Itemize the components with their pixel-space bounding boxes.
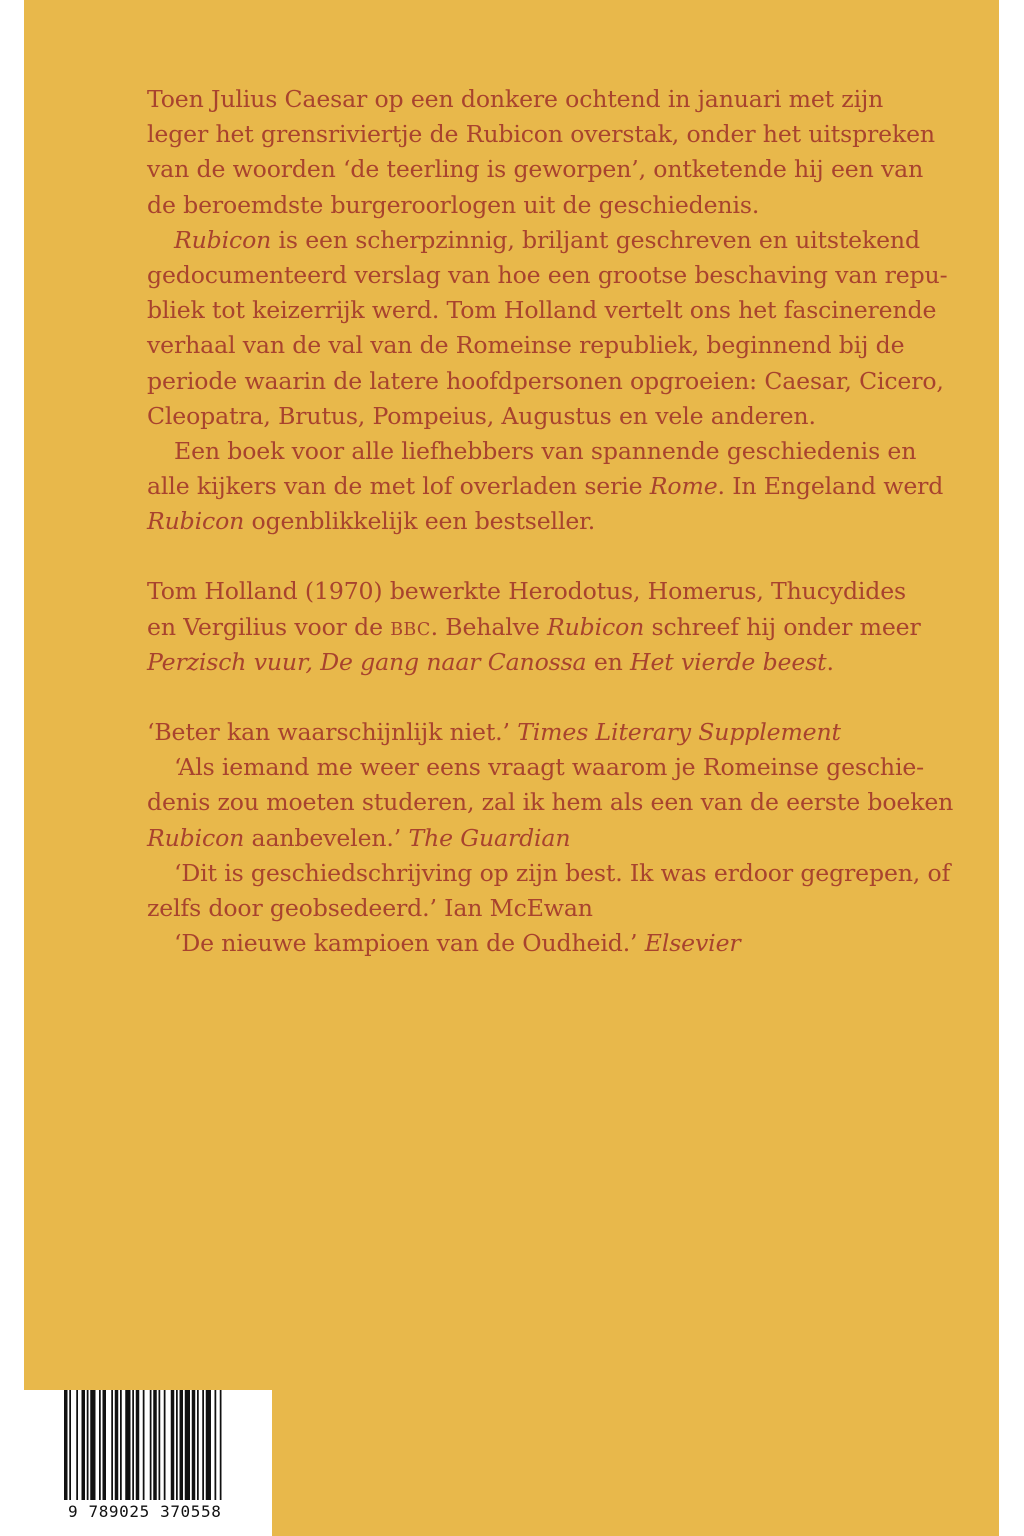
broadcaster-name: BBC <box>390 619 431 640</box>
barcode-bar <box>197 1390 199 1500</box>
barcode-bar <box>153 1390 157 1500</box>
quote-line: ‘Als iemand me weer eens vraagt waarom je Romeinse geschie- <box>174 753 924 782</box>
back-cover-text <box>147 82 954 961</box>
text-line: Toen Julius Caesar op een donkere ochtend in januari met zijn <box>147 85 884 113</box>
barcode-bar <box>125 1390 130 1500</box>
text-line: Een boek voor alle liefhebbers van spannende geschiedenis en <box>174 436 917 465</box>
barcode-bar <box>192 1390 196 1500</box>
text-fragment: . <box>826 647 834 676</box>
barcode-bar <box>220 1390 222 1500</box>
text-fragment: en Vergilius voor de <box>147 612 391 641</box>
barcode-bar <box>171 1390 175 1500</box>
author-bio <box>147 574 921 680</box>
barcode-bar <box>115 1390 119 1500</box>
text-line <box>147 469 944 504</box>
book-titles: Perzisch vuur, De gang naar Canossa <box>147 647 587 676</box>
text-line: Tom Holland (1970) bewerkte Herodotus, Homerus, Thucydides <box>147 577 907 606</box>
text-fragment: ogenblikkelijk een bestseller. <box>244 507 596 536</box>
barcode-bar <box>99 1390 101 1500</box>
quote-line: zelfs door geobsedeerd.’ Ian McEwan <box>147 893 593 922</box>
quote-text: ‘De nieuwe kampioen van de Oudheid.’ <box>174 929 645 958</box>
quote-text: ‘Beter kan waarschijnlijk niet.’ <box>147 718 518 746</box>
barcode-bar <box>150 1390 152 1500</box>
text-line <box>147 610 921 645</box>
barcode-bar <box>180 1390 184 1500</box>
text-line: van de woorden ‘de teerling is geworpen’, ontketende hij een van <box>147 155 924 184</box>
text-line: periode waarin de latere hoofdpersonen opgroeien: Caesar, Cicero, <box>147 366 944 395</box>
review-quotes <box>147 715 954 961</box>
book-title: Rubicon <box>547 612 645 641</box>
quote-line <box>147 926 887 961</box>
barcode-bar <box>64 1390 68 1500</box>
quote-line <box>147 715 887 750</box>
barcode-bar <box>132 1390 134 1500</box>
barcode-bar <box>69 1390 71 1500</box>
text-line: bliek tot keizerrijk werd. Tom Holland vertelt ons het fascinerende <box>147 296 937 325</box>
quote-text: aanbevelen.’ <box>244 823 409 852</box>
series-title: Rome <box>649 472 718 501</box>
text-line <box>147 223 920 258</box>
text-fragment: schreef hij onder meer <box>644 612 921 641</box>
barcode-bar <box>185 1390 190 1500</box>
quote-line: ‘Dit is geschiedschrijving op zijn best. Ik was erdoor gegrepen, of <box>174 858 951 887</box>
barcode-bar <box>87 1390 89 1500</box>
blurb-paragraph-2 <box>147 223 948 434</box>
book-title: Rubicon <box>147 823 245 852</box>
quote-line <box>147 821 887 856</box>
book-title: Rubicon <box>147 507 245 536</box>
quote-line: denis zou moeten studeren, zal ik hem als een van de eerste boeken <box>147 788 954 817</box>
blurb-paragraph-1 <box>147 82 935 223</box>
barcode-bar <box>82 1390 86 1500</box>
text-fragment: . In Engeland werd <box>717 472 944 501</box>
text-fragment: alle kijkers van de met lof overladen serie <box>147 472 650 501</box>
blurb-paragraph-3 <box>147 434 944 540</box>
barcode-bar <box>136 1390 140 1500</box>
text-fragment: is een scherpzinnig, briljant geschreven en uitstekend <box>271 225 920 254</box>
text-line: de beroemdste burgeroorlogen uit de geschiedenis. <box>147 190 760 219</box>
isbn-digits: 9 789025 370558 <box>68 1502 222 1521</box>
barcode-bar <box>111 1390 113 1500</box>
barcode-bar <box>90 1390 95 1500</box>
barcode-bar <box>76 1390 78 1500</box>
quote-source: The Guardian <box>408 823 571 852</box>
text-fragment: . Behalve <box>430 612 547 641</box>
barcode-bar <box>206 1390 211 1500</box>
text-line <box>147 645 887 680</box>
barcode-bar <box>164 1390 166 1500</box>
text-line: Cleopatra, Brutus, Pompeius, Augustus en vele anderen. <box>147 401 816 430</box>
text-line: gedocumenteerd verslag van hoe een grootse beschaving van repu- <box>147 260 948 289</box>
text-line: leger het grensriviertje de Rubicon overstak, onder het uitspreken <box>147 120 935 149</box>
quote-source: Elsevier <box>644 929 741 958</box>
book-title: Rubicon <box>174 225 272 254</box>
barcode-bar <box>159 1390 161 1500</box>
barcode-bar <box>215 1390 217 1500</box>
barcode-bar <box>143 1390 145 1500</box>
barcode-panel <box>24 1390 272 1536</box>
text-line <box>147 504 887 539</box>
barcode-bar <box>120 1390 122 1500</box>
barcode-icon <box>64 1390 268 1500</box>
barcode-bar <box>176 1390 178 1500</box>
barcode-bar <box>202 1390 204 1500</box>
text-line: verhaal van de val van de Romeinse republiek, beginnend bij de <box>147 331 905 360</box>
barcode-bar <box>103 1390 107 1500</box>
quote-source: Times Literary Supplement <box>517 718 841 746</box>
book-title: Het vierde beest <box>630 647 827 676</box>
text-fragment: en <box>586 647 631 676</box>
